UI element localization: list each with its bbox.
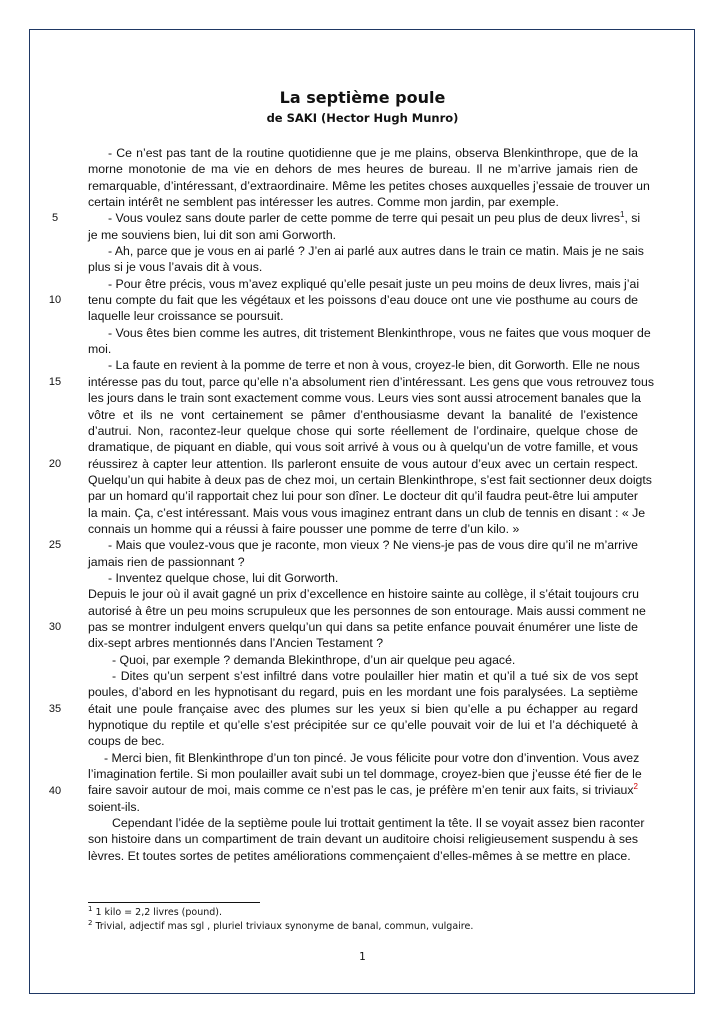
line-number: 10: [48, 294, 62, 307]
text-line: [88, 537, 638, 553]
text-line-content: coups de bec.: [88, 734, 165, 749]
text-line-content: - La faute en revient à la pomme de terre et non à vous, croyez-le bien, dit Gorworth. Elle ne nous: [108, 358, 640, 373]
text-line-content: hypnotique du reptile et qu’elle s’est précipitée sur ce qu’elle pouvait voir de lui et l’a déchiqueté à: [88, 718, 638, 733]
text-line-content: remarquable, d’intéressant, d’extraordinaire. Même les petites choses auxquelles j’essaie de trouver un: [88, 178, 650, 193]
text-line-content: - Dites qu’un serpent s’est infiltré dans votre poulailler hier matin et qu’il a tué six de vos sept: [112, 669, 638, 683]
footnote-reference[interactable]: 2: [633, 782, 638, 792]
text-line-content: - Ce n’est pas tant de la routine quotidienne que je me plains, observa Blenkinthrope, que de la: [108, 146, 638, 160]
text-line: [88, 259, 638, 275]
text-line-content: la main. Ça, c’est intéressant. Mais vous vous imaginez entrant dans un club de tennis en disant : « Je: [88, 505, 646, 520]
text-line: [88, 505, 646, 521]
text-line: [88, 570, 638, 586]
text-line-content: plus si je vous l’avais dit à vous.: [88, 260, 263, 275]
text-line: [88, 357, 638, 373]
text-line: [88, 145, 638, 161]
text-line-content: - Ah, parce que je vous en ai parlé ? J’en ai parlé aux autres dans le train ce matin. Mais je ne sais: [108, 244, 644, 259]
text-line: [88, 815, 645, 831]
text-line-content: - Vous voulez sans doute parler de cette pomme de terre qui pesait un peu plus de deux livres: [108, 211, 620, 226]
text-line: [88, 684, 638, 700]
text-line: [88, 439, 638, 455]
text-line-content: - Pour être précis, vous m’avez expliqué qu’elle pesait juste un peu moins de deux livres, mais j’ai: [108, 276, 640, 291]
text-line-content: les jours dans le train sont exactement comme vous. Leurs vies sont aussi atrocement banales que la: [88, 391, 641, 406]
text-line: [88, 848, 638, 864]
text-line-content: lèvres. Et toutes sortes de petites améliorations commençaient d’elles-mêmes à se mettre en place.: [88, 848, 631, 863]
line-number: 20: [48, 457, 62, 470]
text-line-content: connais un homme qui a réussi à faire pousser une pomme de terre d’un kilo. »: [88, 521, 520, 536]
text-line-content: - Quoi, par exemple ? demanda Blekinthrope, d’un air quelque peu agacé.: [112, 652, 516, 667]
text-line: [88, 292, 638, 308]
text-line: [88, 619, 638, 635]
text-line: [88, 586, 638, 602]
text-line: [88, 635, 638, 651]
text-line: [88, 554, 638, 570]
text-line: [88, 161, 638, 177]
text-line-content: Cependant l’idée de la septième poule lui trottait gentiment la tête. Il se voyait assez bien raconter: [112, 816, 645, 831]
text-line: [88, 799, 638, 815]
line-number: 30: [48, 621, 62, 634]
text-line: [88, 194, 638, 210]
text-line-content: morne monotonie de ma vie en dehors de mes heures de bureau. Il ne m’arrive jamais rien de: [88, 162, 638, 177]
text-line: [88, 178, 650, 194]
text-line-content: d’autrui. Non, racontez-leur quelque chose qui sorte réellement de l’ordinaire, quelque chose de: [88, 423, 638, 438]
text-line: [88, 341, 638, 357]
text-line: [88, 390, 641, 406]
footnote-1: [88, 906, 648, 919]
text-line: [88, 423, 638, 439]
text-line-content: moi.: [88, 342, 112, 357]
footnote-1-text: 1 kilo = 2,2 livres (pound).: [92, 907, 223, 918]
text-line: [88, 374, 654, 390]
text-line-content: - Merci bien, fit Blenkinthrope d’un ton pincé. Je vous félicite pour votre don d’invention. Vous avez: [104, 750, 640, 765]
footnote-2-text: Trivial, adjectif mas sgl , pluriel triviaux synonyme de banal, commun, vulgaire.: [92, 921, 474, 932]
text-line-content: par un homard qu’il rapportait chez lui pour son dîner. Le docteur dit qu’il faudra peut-être lui amputer: [88, 489, 638, 504]
footnote-separator: [88, 902, 260, 903]
text-line-content: réussirez à capter leur attention. Ils parleront ensuite de vous autour d’eux avec un certain respect.: [88, 456, 638, 471]
text-line: [88, 668, 638, 684]
text-line-content: dramatique, de piquant en diable, qui vous soit arrivé à vous ou à quelqu’un de votre famille, et vous: [88, 440, 638, 455]
text-line: [88, 521, 638, 537]
text-line: [88, 603, 646, 619]
text-line-content: - Vous êtes bien comme les autres, dit tristement Blenkinthrope, vous ne faites que vous moquer de: [108, 325, 651, 340]
text-line: [88, 750, 638, 766]
text-line-content: dix-sept arbres mentionnés dans l’Ancien Testament ?: [88, 636, 384, 651]
text-line: [88, 782, 638, 798]
text-line: [88, 766, 642, 782]
text-line-content: tenu compte du fait que les végétaux et les poissons d’eau douce ont une vie posthume au cours de: [88, 293, 638, 308]
text-line-content: faire savoir autour de moi, mais comme ce n’est pas le cas, je préfère m’en tenir aux faits, si triviaux: [88, 783, 634, 798]
line-number: 25: [48, 539, 62, 552]
line-number: 35: [48, 702, 62, 715]
document-title: La septième poule: [279, 88, 446, 107]
text-line: [88, 210, 641, 226]
text-line: [88, 325, 651, 341]
text-line-content: poules, d’abord en les hypnotisant du regard, puis en les mordant une fois paralysées. La septième: [88, 685, 638, 700]
page-number: 1: [359, 951, 366, 963]
document-body: [88, 145, 654, 864]
footnote-1-marker: 1: [88, 904, 93, 913]
text-line: [88, 488, 638, 504]
text-line: [88, 243, 644, 259]
text-line-content: Quelqu’un qui habite à deux pas de chez moi, un certain Blenkinthrope, s’est fait sectionner deux doigts: [88, 472, 652, 487]
text-line-content: intéresse pas du tout, parce qu’elle n’a absolument rien d’intéressant. Les gens que vous retrouvez tous: [88, 374, 654, 389]
footnote-2-marker: 2: [88, 918, 93, 927]
text-line-content: Depuis le jour où il avait gagné un prix d’excellence en histoire sainte au collège, il s’était toujours cru: [88, 587, 639, 602]
text-line-content: soient-ils.: [88, 799, 140, 814]
text-line: [88, 701, 638, 717]
text-line-content: - Inventez quelque chose, lui dit Gorworth.: [108, 570, 339, 585]
text-line-content: vôtre et ils ne vont certainement se pâmer d’enthousiasme devant la banalité de l’existence: [88, 407, 638, 422]
text-line: [88, 227, 638, 243]
text-line-content: je me souviens bien, lui dit son ami Gorworth.: [88, 227, 337, 242]
footnote-2: [88, 920, 648, 933]
footnote-reference[interactable]: 1: [620, 210, 625, 220]
text-line-content: laquelle leur croissance se poursuit.: [88, 309, 284, 324]
text-line: [88, 456, 638, 472]
text-line-content: - Mais que voulez-vous que je raconte, mon vieux ? Ne viens-je pas de vous dire qu’il ne m’arrive: [108, 538, 638, 553]
text-line: [88, 733, 638, 749]
line-number: 5: [51, 212, 59, 225]
text-line: [88, 308, 638, 324]
text-line: [88, 717, 638, 733]
text-line: [88, 831, 638, 847]
line-number: 40: [48, 784, 62, 797]
text-line-content: certain intérêt ne semblent pas intéresser les autres. Comme mon jardin, par exemple.: [88, 195, 559, 210]
text-line-content: autorisé à être un peu moins scrupuleux que les personnes de son entourage. Mais aussi comment ne: [88, 603, 646, 618]
text-line: [88, 472, 652, 488]
text-line: [88, 652, 638, 668]
text-line-continuation: , si: [624, 211, 641, 226]
text-line-content: pas se montrer indulgent envers quelqu’un qui dans sa petite enfance pouvait énumérer une liste de: [88, 619, 638, 634]
text-line-content: son histoire dans un compartiment de train devant un auditoire choisi religieusement suspendu à ses: [88, 832, 638, 847]
text-line: [88, 407, 638, 423]
text-line-content: l’imagination fertile. Si mon poulailler avait subi un tel dommage, croyez-bien que j’eusse été fier de le: [88, 767, 642, 782]
text-line: [88, 276, 638, 292]
line-number: 15: [48, 375, 62, 388]
document-author: de SAKI (Hector Hugh Munro): [266, 111, 459, 125]
text-line-content: était une poule française avec des plumes sur les yeux si bien qu’elle a pu échapper au regard: [88, 701, 638, 716]
text-line-content: jamais rien de passionnant ?: [88, 554, 245, 569]
